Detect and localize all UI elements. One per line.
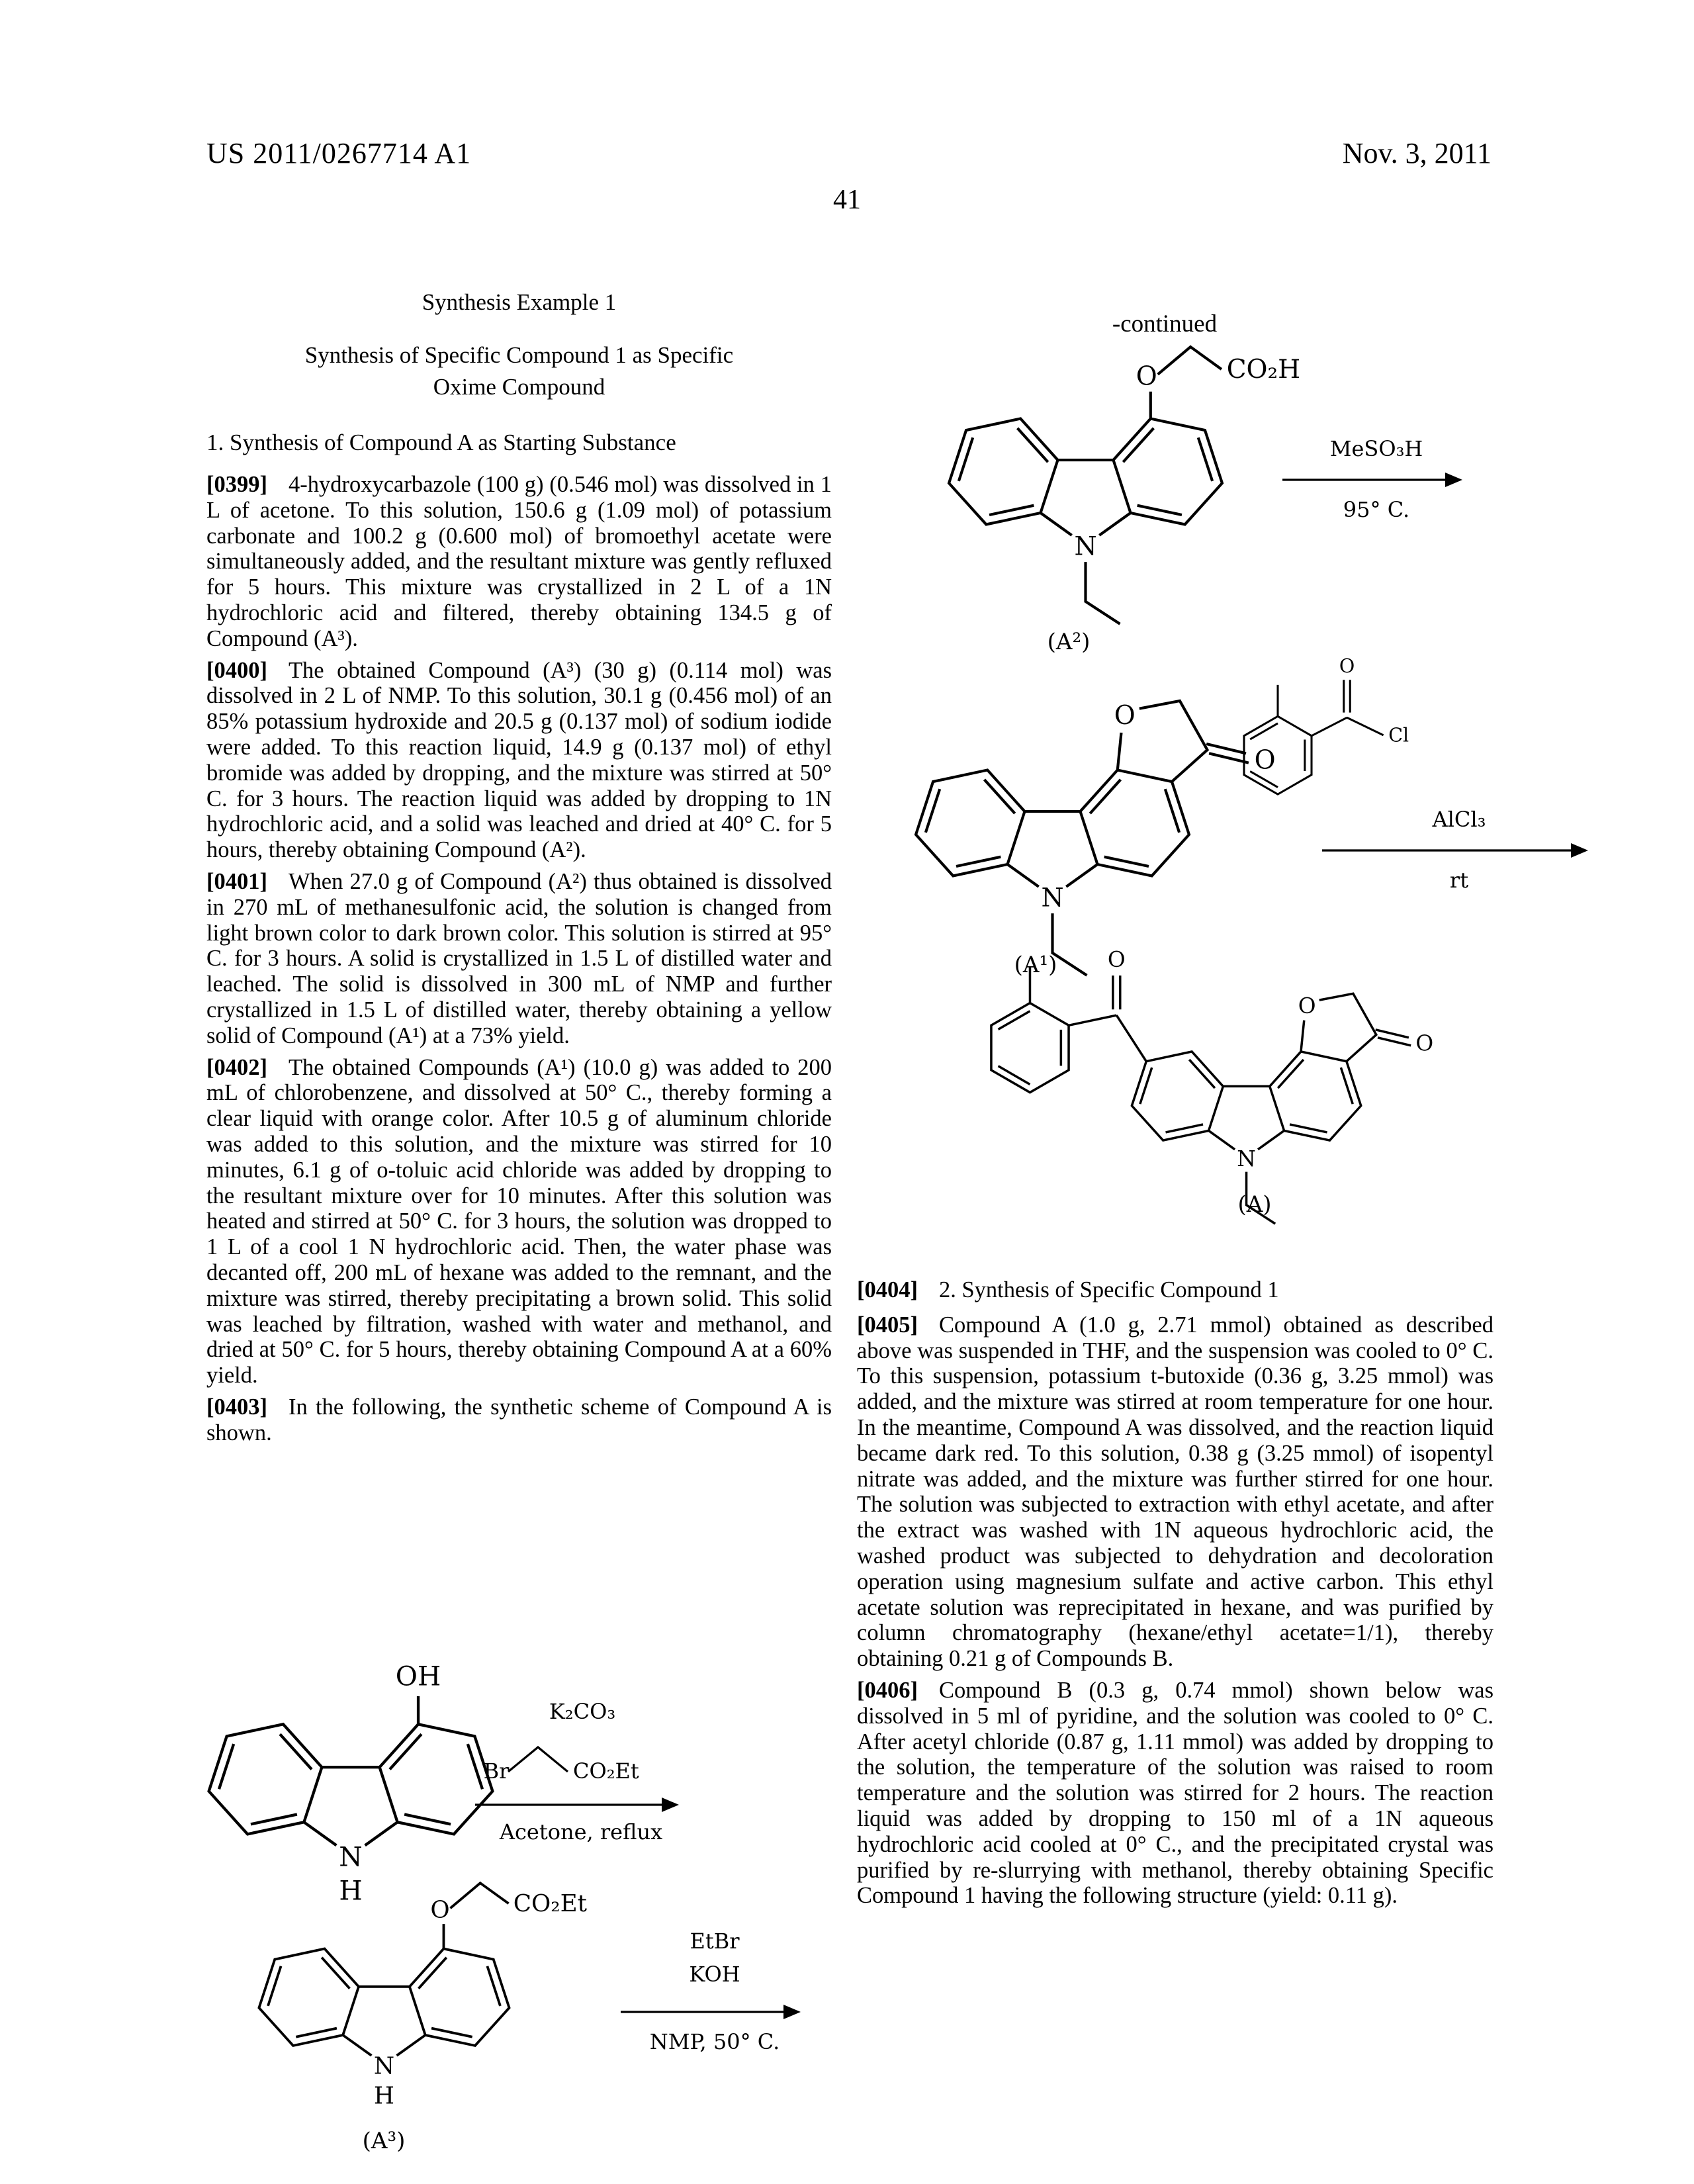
paragraph-tag: [0404]	[857, 1277, 918, 1302]
condition-nmp: NMP, 50° C.	[649, 2029, 780, 2054]
condition-acetone-reflux: Acetone, reflux	[499, 1819, 663, 1844]
arrow-head	[1445, 473, 1462, 487]
chloride-label: Cl	[1388, 724, 1409, 747]
bond-lines	[259, 1883, 509, 2056]
right-column	[857, 1277, 1493, 1915]
paragraph-text: The obtained Compounds (A¹) (10.0 g) was added to 200 mL of chlorobenzene, and dissolved at 50° C., thereby forming a clear liquid with orange color. After 10.5 g of aluminum chloride was added to this solution, and the mixture was stirred for 10 minutes, 6.1 g of o-toluic acid chloride was added by dropping to the resultant mixture over for 10 minutes. After this solution was heated and stirred at 50° C. for 3 hours, the solution was dropped to 1 L of a cool 1 N hydrochloric acid. Then, the water phase was decanted off, 200 mL of hexane was added to the remnant, and the mixture was stirred, thereby precipitating a brown solid. This solid was leached by filtration, washed with water and methanol, and dried at 50° C. for 5 hours, thereby obtaining Compound A at a 60% yield.	[206, 1054, 832, 1388]
paragraph-tag: [0405]	[857, 1312, 918, 1338]
paragraph-text: In the following, the synthetic scheme of Compound A is shown.	[206, 1394, 832, 1445]
compound-label-a3: (A³)	[362, 2128, 406, 2154]
reagent-co2et: CO₂Et	[573, 1758, 639, 1784]
reaction-arrow-step2	[615, 1906, 814, 2078]
reagent-k2co3: K₂CO₃	[549, 1699, 616, 1724]
compound-label-a1: (A¹)	[1014, 952, 1057, 978]
paragraph-tag: [0402]	[206, 1054, 267, 1080]
reaction-arrow-step3	[1277, 414, 1476, 546]
paragraph-0405	[857, 1312, 1493, 1672]
paragraph-0400	[206, 658, 832, 863]
nitrogen-label: N	[1074, 531, 1097, 562]
condition-95c: 95° C.	[1343, 497, 1410, 522]
paragraph-0404	[857, 1277, 1493, 1303]
step-2-heading: 2. Synthesis of Specific Compound 1	[938, 1277, 1279, 1302]
arrow-head	[1571, 843, 1588, 858]
compound-label-a: (A)	[1237, 1191, 1272, 1218]
nitrogen-label: N	[1237, 1146, 1256, 1171]
carbonyl-oxygen-label: O	[1339, 655, 1355, 677]
acid-co2h-label: CO₂H	[1226, 354, 1301, 385]
structure-a	[979, 943, 1449, 1239]
paragraph-0403	[206, 1394, 832, 1446]
structure-a3	[238, 1870, 609, 2118]
ketone-oxygen-label: O	[1415, 1030, 1434, 1056]
paragraph-0399	[206, 472, 832, 652]
benzoyl-oxygen-label: O	[1107, 946, 1126, 972]
ketone-oxygen-label: O	[1254, 745, 1276, 776]
ether-oxygen-label: O	[1136, 361, 1157, 392]
bond-lines	[916, 701, 1249, 976]
reagent-etbr: EtBr	[690, 1929, 740, 1954]
paragraph-tag: [0403]	[206, 1394, 267, 1420]
reaction-arrow-step1	[470, 1671, 695, 1870]
paragraph-0406	[857, 1678, 1493, 1909]
header-date: Nov. 3, 2011	[1342, 137, 1492, 169]
furan-oxygen-label: O	[1298, 993, 1316, 1019]
structure-a2	[926, 341, 1322, 642]
paragraph-text: The obtained Compound (A³) (30 g) (0.114 mol) was dissolved in 2 L of NMP. To this solution, 30.1 g (0.456 mol) of an 85% potassium hydroxide and 20.5 g (0.137 mol) of sodium iodide were added. To this reaction liquid, 14.9 g (0.137 mol) of ethyl bromide was added by dropping, and the mixture was stirred at 50° C. for 3 hours. The reaction liquid was added by dropping to 1N hydrochloric acid, and a solid was leached and dried at 40° C. for 5 hours, thereby obtaining Compound (A²).	[206, 657, 832, 863]
furan-oxygen-label: O	[1114, 701, 1136, 731]
hydroxyl-label: OH	[395, 1660, 441, 1692]
nh-hydrogen-label: H	[373, 2082, 395, 2110]
bond-lines	[991, 967, 1411, 1224]
subtitle-line-2: Oxime Compound	[433, 374, 605, 400]
page-number: 41	[833, 185, 861, 215]
ester-co2et-label: CO₂Et	[513, 1890, 588, 1918]
bond-lines	[949, 347, 1222, 624]
nitrogen-label: N	[373, 2052, 395, 2080]
compound-label-a2: (A²)	[1047, 629, 1091, 655]
reagent-koh: KOH	[689, 1962, 740, 1987]
paragraph-text: Compound B (0.3 g, 0.74 mmol) shown below was dissolved in 5 ml of pyridine, and the solution was cooled to 0° C. After acetyl chloride (0.87 g, 1.11 mmol) was added by dropping to the solution, the temperature of the solution was raised to room temperature and the solution was stirred for 2 hours. The reaction liquid was added by dropping to 150 ml of a 1N aqueous hydrochloric acid cooled at 0° C., and the precipitated crystal was purified by re-slurrying with methanol, thereby obtaining Specific Compound 1 having the following structure (yield: 0.11 g).	[857, 1677, 1493, 1909]
ether-oxygen-label: O	[430, 1896, 450, 1924]
paragraph-tag: [0401]	[206, 868, 267, 894]
condition-rt: rt	[1449, 868, 1469, 893]
arrow-head	[662, 1797, 679, 1812]
paragraph-tag: [0399]	[206, 472, 267, 497]
paragraph-0401	[206, 869, 832, 1049]
bond-lines	[209, 1696, 493, 1845]
paragraph-text: Compound A (1.0 g, 2.71 mmol) obtained as described above was suspended in THF, and the suspension was cooled to 0° C. To this suspension, potassium t-butoxide (0.36 g, 3.25 mmol) was added, and the mixture was stirred at room temperature for one hour. In the meantime, Compound A was dissolved, and the reaction liquid became dark red. To this solution, 0.38 g (3.25 mmol) of isopentyl nitrate was added, and the mixture was further stirred for one hour. The solution was subjected to extraction with ethyl acetate, and after the extract was washed with 1N aqueous hydrochloric acid, the washed product was subjected to dehydration and decoloration operation using magnesium sulfate and active carbon. This ethyl acetate solution was reprecipitated in hexane, and was purified by column chromatography (hexane/ethyl acetate=1/1), thereby obtaining 0.21 g of Compounds B.	[857, 1312, 1493, 1672]
nitrogen-label: N	[339, 1841, 363, 1873]
header-publication-number: US 2011/0267714 A1	[206, 137, 472, 169]
paragraph-text: When 27.0 g of Compound (A²) thus obtained is dissolved in 270 mL of methanesulfonic acid, the solution is changed from light brown color to dark brown color. This solution is stirred at 95° C. for 3 hours. A solid is crystallized in 1.5 L of distilled water and leached. The solid is dissolved in 300 mL of NMP and further crystallized in 1.5 L of distilled water, thereby obtaining a yellow solid of Compound (A¹) at a 73% yield.	[206, 868, 832, 1048]
reaction-arrow-step4	[1317, 784, 1601, 917]
reagent-br: Br	[483, 1758, 510, 1784]
paragraph-tag: [0406]	[857, 1677, 918, 1703]
reagent-meso3h: MeSO₃H	[1329, 436, 1423, 461]
example-title: Synthesis Example 1	[422, 289, 617, 315]
left-column	[206, 289, 832, 1451]
paragraph-tag: [0400]	[206, 657, 267, 683]
reagent-alcl3: AlCl₃	[1432, 807, 1486, 832]
nh-hydrogen-label: H	[339, 1874, 363, 1907]
arrow-head	[783, 2005, 801, 2019]
step-1-heading: 1. Synthesis of Compound A as Starting Substance	[206, 430, 676, 455]
continued-label: -continued	[1112, 310, 1218, 338]
paragraph-text: 4-hydroxycarbazole (100 g) (0.546 mol) was dissolved in 1 L of acetone. To this solution, 150.6 g (1.09 mol) of potassium carbonate and 100.2 g (0.600 mol) of bromoethyl acetate were simultaneously added, and the resultant mixture was gently refluxed for 5 hours. This mixture was crystallized in 2 L of a 1N hydrochloric acid and filtered, thereby obtaining 134.5 g of Compound (A³).	[206, 472, 832, 651]
subtitle-line-1: Synthesis of Specific Compound 1 as Specific	[304, 342, 734, 368]
nitrogen-label: N	[1041, 883, 1064, 913]
paragraph-0402	[206, 1055, 832, 1388]
